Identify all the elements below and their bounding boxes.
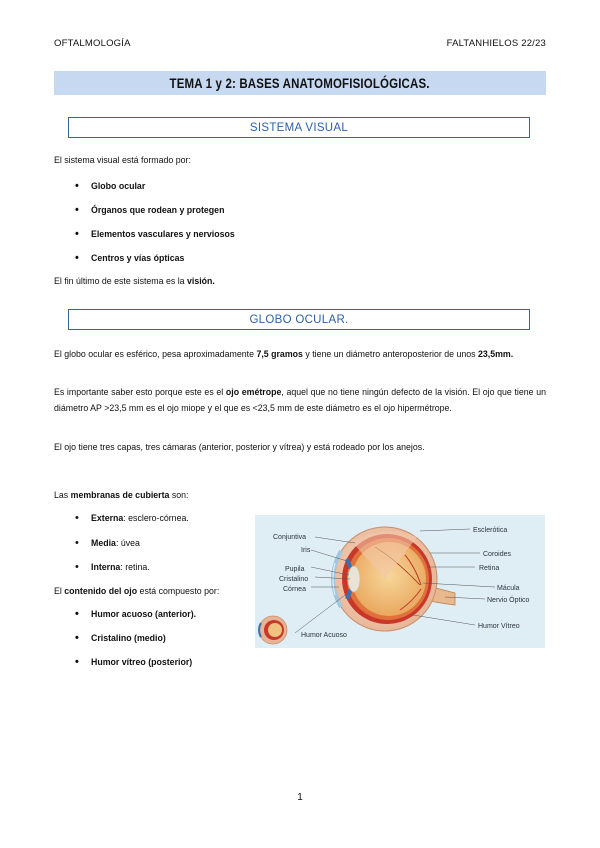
- label-cristalino: Cristalino: [279, 576, 309, 583]
- membranas-intro: Las membranas de cubierta son:: [54, 490, 189, 500]
- label-iris: Iris: [301, 547, 311, 554]
- sistema-intro: El sistema visual está formado por:: [54, 155, 191, 165]
- list-item: • Centros y vías ópticas: [75, 253, 184, 263]
- header-subject: OFTALMOLOGÍA: [54, 38, 131, 49]
- label-humor-acuoso: Humor Acuoso: [301, 632, 347, 639]
- page-title-bar: [54, 71, 546, 95]
- list-item: • Globo ocular: [75, 181, 145, 191]
- section-heading-sistema-visual: SISTEMA VISUAL: [68, 117, 530, 138]
- label-coroides: Coroides: [483, 551, 512, 558]
- paragraph-capas: El ojo tiene tres capas, tres cámaras (anterior, posterior y vítrea) y está rodeado por los anejos.: [54, 442, 425, 452]
- paragraph-globo-peso: El globo ocular es esférico, pesa aproximadamente 7,5 gramos y tiene un diámetro anteroposterior de unos 23,5mm.: [54, 349, 514, 359]
- list-item: • Humor acuoso (anterior).: [75, 609, 196, 619]
- page-title: TEMA 1 y 2: BASES ANATOMOFISIOLÓGICAS.: [169, 75, 431, 91]
- list-item: • Media: úvea: [75, 538, 140, 548]
- label-esclerotica: Esclerótica: [473, 527, 508, 534]
- paragraph-emetrope: Es importante saber esto porque este es el ojo emétrope, aquel que no tiene ningún defecto de la visión. El ojo que tiene un diámetro AP >23,5 mm es el ojo miope y el que es <23,5 mm de este diámetro es el ojo hipermétrope.: [54, 387, 546, 413]
- eye-anatomy-diagram: [255, 515, 545, 648]
- list-item: • Elementos vasculares y nerviosos: [75, 229, 235, 239]
- list-item: • Órganos que rodean y protegen: [75, 205, 224, 215]
- label-retina: Retina: [479, 565, 500, 572]
- label-conjuntiva: Conjuntiva: [273, 534, 307, 541]
- small-eye-inset: [259, 616, 287, 644]
- list-item: • Externa: esclero-córnea.: [75, 513, 189, 523]
- section-heading-globo-ocular: GLOBO OCULAR.: [68, 309, 530, 330]
- header-author: FALTANHIELOS 22/23: [446, 38, 546, 49]
- list-item: • Humor vítreo (posterior): [75, 657, 192, 667]
- label-pupila: Pupila: [285, 566, 305, 573]
- label-nervio-optico: Nervio Óptico: [487, 597, 530, 604]
- contenido-intro: El contenido del ojo está compuesto por:: [54, 586, 220, 596]
- list-item: • Interna: retina.: [75, 562, 150, 572]
- sistema-closing: El fin último de este sistema es la visión.: [54, 276, 215, 286]
- label-macula: Mácula: [497, 585, 520, 592]
- label-humor-vitreo: Humor Vítreo: [478, 623, 520, 630]
- label-cornea: Córnea: [283, 586, 306, 593]
- list-item: • Cristalino (medio): [75, 633, 166, 643]
- page-number: 1: [297, 792, 303, 803]
